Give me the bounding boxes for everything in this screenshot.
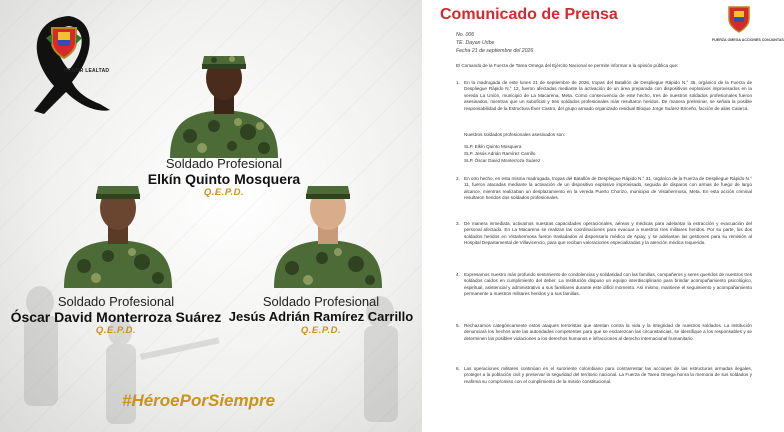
soldier-name: Jesús Adrián Ramírez Carrillo bbox=[228, 309, 414, 324]
release-author: TE. Dayan Uribe bbox=[456, 40, 495, 46]
soldier-name: Óscar David Monterroza Suárez bbox=[10, 309, 222, 325]
fallen-list-item: SLP. Elkín Quinto Mosquera bbox=[464, 144, 522, 149]
soldier-rank: Soldado Profesional bbox=[262, 294, 380, 309]
soldier-2-caption bbox=[2, 295, 230, 337]
item-number: 2. bbox=[456, 176, 460, 181]
paragraph-1b: Nuestros soldados profesionales asesinados son: bbox=[464, 132, 566, 137]
paragraph-6: Las operaciones militares continúan en el suroriente colombiano para contrarrestar las acciones de las estructuras armadas ilegales, proteger a la población civil y preservar la seguridad del territorio nacional. La Fuerza de Tarea Omega honra la memoria de sus soldados y reafirma su compromiso con el cumplimiento de la misión constitucional. bbox=[464, 366, 752, 384]
portrait-soldier-2 bbox=[62, 156, 174, 288]
hashtag: #HéroePorSiempre bbox=[122, 391, 276, 410]
item-number: 4. bbox=[456, 272, 460, 277]
qepd-label: Q.E.P.D. bbox=[203, 187, 245, 198]
paragraph-2: En otro hecho, en esta misma madrugada, tropas del Batallón de Despliegue Rápido N.° 31, orgánico de la Fuerza de Despliegue Rápido N.° 11, fueron atacadas mediante la activación de un dispositivo explosivo improvisado, seguida de disparos con armas de fuego de largo alcance, mientras realizaban un desplazamiento en la vereda Puerto Chorizo, municipio de Vistahermosa, Meta. En esta acción criminal resultaron heridos dos soldados profesionales. bbox=[464, 176, 752, 201]
soldier-rank: Soldado Profesional bbox=[165, 156, 283, 171]
item-number: 6. bbox=[456, 366, 460, 371]
item-number: 3. bbox=[456, 221, 460, 226]
crest-caption: FUERZA OMEGA ACCIONES CONJUNTAS bbox=[712, 38, 784, 42]
release-number: No. 006 bbox=[456, 32, 475, 38]
qepd-label: Q.E.P.D. bbox=[95, 325, 137, 336]
soldier-name: Elkín Quinto Mosquera bbox=[147, 171, 301, 187]
item-number: 1. bbox=[456, 80, 460, 85]
logo-motto: HONOR LEALTAD bbox=[64, 68, 110, 74]
paragraph-3: De manera inmediata, activamos nuestras capacidades operacionales, aéreas y médicas para adelantar la extracción y evacuación del personal afectado. En La Macarena se realizan las coordinaciones para evacuar a nuestros tres militares heridos. Por su parte, los dos soldados heridos en Vistahermosa fueron trasladados al dispensario médico de Apiay, y se adelantan las gestiones para su remisión al Hospital Departamental de Villavicencio, para que reciban valoraciones especializadas y la atención médica requerida. bbox=[464, 221, 752, 246]
item-number: 5. bbox=[456, 323, 460, 328]
paragraph-1: En la madrugada de este lunes 21 de septiembre de 2026, tropas del Batallón de Despliegue Rápido N.° 35, orgánico de la Fuerza de Despliegue Rápido N.° 12, fueron afectadas mediante la activación de un área preparada con dispositivos explosivos improvisados en la vereda La Unión, municipio de La Macarena, Meta. Como consecuencia de este hecho, tres de nuestros soldados profesionales fueron asesinados, mientras que un suboficial y tres soldados profesionales más resultaron heridos. De manera preliminar, se señala la posible responsabilidad de la Estructura Éver Castro, del grupo armado organizado residual Bloque Jorge Suárez Briceño, facción de alias Calarcá. bbox=[464, 80, 752, 111]
army-crest-icon bbox=[44, 22, 84, 62]
task-force-crest-icon bbox=[724, 4, 754, 34]
soldier-rank: Soldado Profesional bbox=[57, 294, 175, 309]
paragraph-5: Rechazamos categóricamente estos ataques terroristas que atentan contra la vida y la integridad de nuestros soldados. La institución denunciará los hechos ante las autoridades competentes para que se esclarezcan las circunstancias, se identifique a los responsables y se determinen las posibles violaciones a los derechos humanos e infracciones al derecho internacional humanitario. bbox=[464, 323, 752, 341]
portrait-soldier-3 bbox=[272, 156, 384, 288]
paragraph-4: Expresamos nuestro más profundo sentimiento de condolencias y solidaridad con las familias, compañeros y seres queridos de nuestros tres soldados caídos en cumplimiento del deber. La Institución dispuso un equipo interdisciplinario para brindar acompañamiento psicológico, espiritual, asistencial y administrativo a sus familiares durante este difícil momento. Así mismo, mantiene el seguimiento y acompañamiento permanente a nuestros militares heridos y a sus familias. bbox=[464, 272, 752, 297]
fallen-list-item: SLP. Óscar David Monterroza Suárez bbox=[464, 158, 541, 163]
press-release-panel bbox=[428, 0, 784, 432]
intro-paragraph: El Comando de la Fuerza de Tarea Omega del Ejército Nacional se permite informar a la opinión pública que: bbox=[456, 63, 679, 68]
soldier-3-caption bbox=[222, 295, 420, 337]
release-date: Fecha 21 de septiembre del 2026 bbox=[456, 48, 534, 54]
portrait-soldier-1 bbox=[168, 26, 280, 158]
qepd-label: Q.E.P.D. bbox=[300, 325, 342, 336]
fallen-list-item: SLP. Jesús Adrián Ramírez Carrillo bbox=[464, 151, 536, 156]
press-release-title: Comunicado de Prensa bbox=[440, 6, 618, 23]
